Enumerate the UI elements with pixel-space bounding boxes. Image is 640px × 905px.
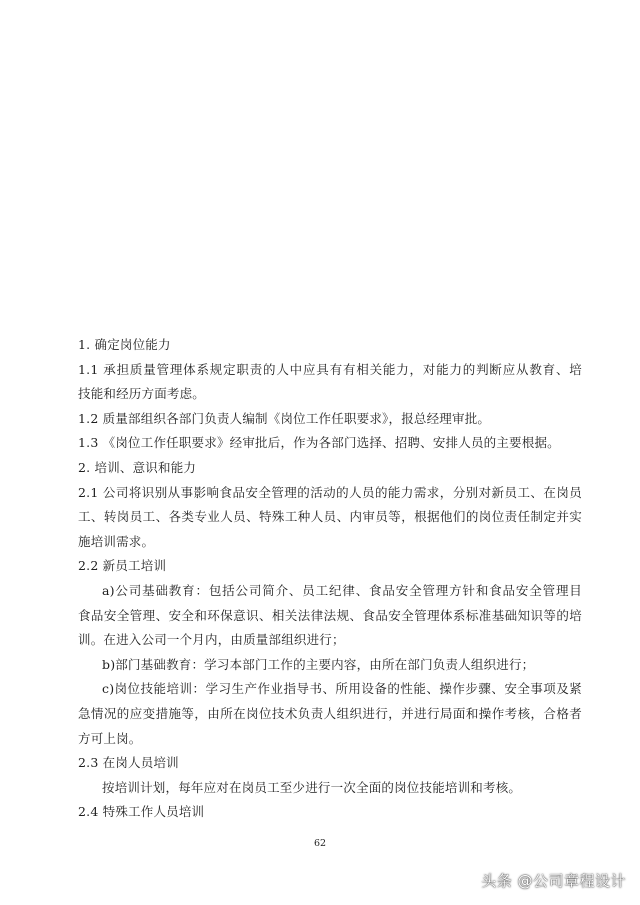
paragraph-line: b)部门基础教育：学习本部门工作的主要内容，由所在部门负责人组织进行；	[102, 656, 535, 672]
paragraph-line: 按培训计划，每年应对在岗员工至少进行一次全面的岗位技能培训和考核。	[102, 779, 522, 795]
paragraph-line: 1.2 质量部组织各部门负责人编制《岗位工作任职要求》，报总经理审批。	[78, 410, 491, 426]
paragraph-line: 方可上岗。	[78, 730, 142, 746]
watermark: 头条 @公司章程设计	[481, 872, 626, 890]
paragraph-line: a)公司基础教育：包括公司简介、员工纪律、食品安全管理方针和食品安全管理目	[102, 582, 582, 598]
paragraph-line: 训。在进入公司一个月内，由质量部组织进行；	[78, 632, 345, 648]
paragraph-line: 技能和经历方面考虑。	[78, 386, 206, 402]
subheading-2-3: 2.3 在岗人员培训	[78, 755, 179, 771]
heading-2: 2. 培训、意识和能力	[78, 459, 197, 475]
paragraph-line: 1.3 《岗位工作任职要求》经审批后，作为各部门选择、招聘、安排人员的主要根据。	[78, 435, 560, 451]
document-body	[78, 333, 582, 825]
subheading-2-2: 2.2 新员工培训	[78, 558, 167, 574]
paragraph-line: 食品安全管理、安全和环保意识、相关法律法规、食品安全管理体系标准基础知识等的培	[78, 607, 582, 623]
paragraph-line: c)岗位技能培训：学习生产作业指导书、所用设备的性能、操作步骤、安全事项及紧	[102, 681, 582, 697]
subheading-2-4: 2.4 特殊工作人员培训	[78, 804, 205, 820]
heading-1: 1. 确定岗位能力	[78, 337, 171, 352]
page-number: 62	[313, 838, 327, 849]
paragraph-line: 施培训需求。	[78, 533, 155, 549]
paragraph-line: 急情况的应变措施等，由所在岗位技术负责人组织进行，并进行局面和操作考核，合格者	[78, 705, 582, 721]
paragraph-line: 工、转岗员工、各类专业人员、特殊工种人员、内审员等，根据他们的岗位责任制定并实	[78, 509, 582, 525]
paragraph-line: 1.1 承担质量管理体系规定职责的人中应具有有相关能力，对能力的判断应从教育、培	[78, 361, 582, 377]
paragraph-line: 2.1 公司将识别从事影响食品安全管理的活动的人员的能力需求，分别对新员工、在岗员	[78, 484, 582, 500]
